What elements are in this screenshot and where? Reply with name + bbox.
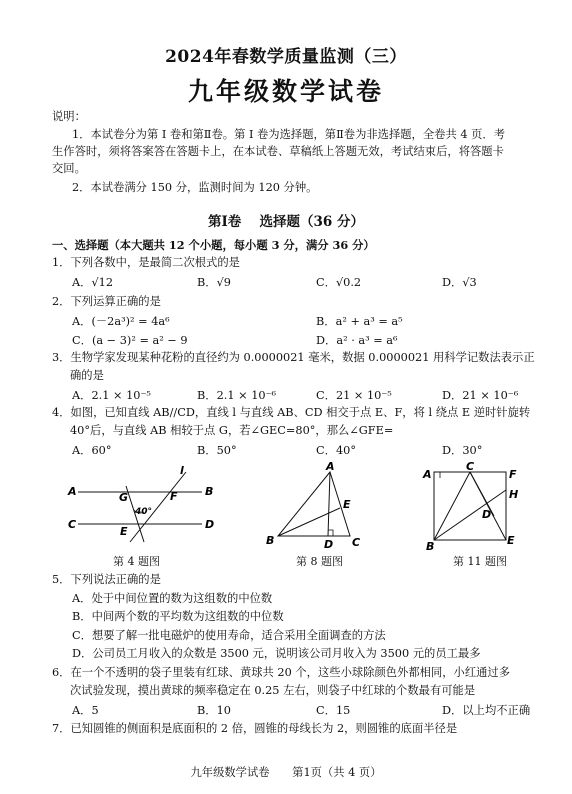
fig11-label-b: B (426, 540, 435, 552)
q6-option-c: C．15 (316, 704, 351, 717)
q4-stem-line-1: 4．如图，已知直线 AB//CD，直线 l 与直线 AB、CD 相交于点 E、F，将 l 绕点 E 逆时针旋转 (52, 406, 531, 419)
q3-option-a: A．2.1 × 10⁻⁵ (72, 389, 151, 402)
fig4-label-d: D (205, 518, 215, 531)
q6-stem-line-1: 6．在一个不透明的袋子里装有红球、黄球共 20 个，这些小球除颜色外都相同，小红通过多 (52, 666, 511, 679)
fig8-label-c: C (352, 536, 361, 549)
q4-stem-line-2: 40°后，与直线 AB 相较于点 G，若∠GEC=80°，那么∠GFE= (70, 424, 394, 437)
section-heading: 一、选择题（本大题共 12 个小题，每小题 3 分，满分 36 分） (52, 238, 375, 252)
fig4-label-g: G (119, 491, 129, 504)
q1-stem: 1．下列各数中，是最简二次根式的是 (52, 256, 240, 269)
section-title: 第Ⅰ卷 选择题（36 分） (207, 214, 364, 230)
q4-option-b: B．50° (197, 444, 237, 457)
fig4-label-l: l (180, 464, 184, 477)
figure-8 (262, 460, 372, 552)
fig8-label-b: B (266, 534, 275, 547)
q5-option-b: B．中间两个数的平均数为这组数的中位数 (72, 610, 284, 623)
fig11-label-a: A (423, 468, 432, 481)
fig4-label-e: E (120, 525, 128, 538)
q5-option-d: D．公司员工月收入的众数是 3500 元，说明该公司月收入为 3500 元的员工最多 (72, 647, 481, 660)
q1-option-c: C．√0.2 (316, 276, 362, 289)
q6-option-d: D．以上均不正确 (442, 704, 531, 717)
fig4-label-angle: 40° (135, 507, 153, 517)
note-1-line-3: 交回。 (52, 162, 86, 175)
fig4-caption: 第 4 题图 (113, 555, 160, 568)
q5-option-c: C．想要了解一批电磁炉的使用寿命，适合采用全面调查的方法 (72, 629, 386, 642)
fig4-label-f: F (170, 490, 178, 503)
fig4-label-a: A (68, 485, 77, 498)
fig11-caption: 第 11 题图 (453, 555, 507, 568)
q5-stem: 5．下列说法正确的是 (52, 573, 161, 586)
q6-option-a: A．5 (72, 704, 99, 717)
fig8-caption: 第 8 题图 (296, 555, 343, 568)
note-2: 2．本试卷满分 150 分，监测时间为 120 分钟。 (72, 181, 318, 194)
q2-stem: 2．下列运算正确的是 (52, 295, 161, 308)
q2-option-a: A．(－2a³)² = 4a⁶ (72, 315, 170, 328)
q1-option-d: D．√3 (442, 276, 477, 289)
exam-title: 2024年春数学质量监测（三） (165, 47, 407, 67)
q3-option-c: C．21 × 10⁻⁵ (316, 389, 392, 402)
fig11-label-c: C (466, 460, 475, 473)
fig4-label-b: B (205, 485, 214, 498)
exam-subtitle: 九年级数学试卷 (187, 77, 384, 106)
fig11-label-e: E (507, 534, 515, 547)
figure-4 (64, 462, 224, 550)
fig8-label-a: A (326, 460, 335, 473)
page-footer: 九年级数学试卷 第1页（共 4 页） (190, 766, 382, 779)
fig8-label-e: E (343, 498, 351, 511)
q3-stem-line-2: 确的是 (70, 369, 104, 382)
note-1-line-2: 生作答时，须将答案答在答题卡上，在本试卷、草稿纸上答题无效，考试结束后，将答题卡 (52, 145, 504, 158)
notes-label: 说明： (52, 110, 86, 123)
fig4-label-c: C (68, 518, 77, 531)
note-1-line-1: 1．本试卷分为第 I 卷和第Ⅱ卷。第 I 卷为选择题，第Ⅱ卷为非选择题，全卷共 4 页．考 (72, 128, 506, 141)
q4-option-c: C．40° (316, 444, 356, 457)
q3-stem-line-1: 3．生物学家发现某种花粉的直径约为 0.0000021 毫米，数据 0.0000021 用科学记数法表示正 (52, 351, 535, 364)
q5-option-a: A．处于中间位置的数为这组数的中位数 (72, 592, 273, 605)
fig11-label-f: F (509, 468, 517, 481)
q1-option-b: B．√9 (197, 276, 231, 289)
q3-option-b: B．2.1 × 10⁻⁶ (197, 389, 277, 402)
fig11-label-h: H (509, 488, 519, 501)
q6-stem-line-2: 次试验发现，摸出黄球的频率稳定在 0.25 左右，则袋子中红球的个数最有可能是 (70, 684, 476, 697)
q4-option-d: D．30° (442, 444, 483, 457)
q2-option-b: B．a² + a³ = a⁵ (316, 315, 403, 328)
q7-stem: 7．已知圆锥的侧面积是底面积的 2 倍，圆锥的母线长为 2，则圆锥的底面半径是 (52, 722, 458, 735)
q2-option-c: C．(a − 3)² = a² − 9 (72, 334, 188, 347)
figure-11 (420, 460, 530, 552)
q3-option-d: D．21 × 10⁻⁶ (442, 389, 519, 402)
q4-option-a: A．60° (72, 444, 112, 457)
q6-option-b: B．10 (197, 704, 231, 717)
q1-option-a: A．√12 (72, 276, 114, 289)
q2-option-d: D．a² · a³ = a⁶ (316, 334, 398, 347)
fig8-label-d: D (324, 538, 334, 551)
fig11-label-d: D (482, 508, 492, 521)
